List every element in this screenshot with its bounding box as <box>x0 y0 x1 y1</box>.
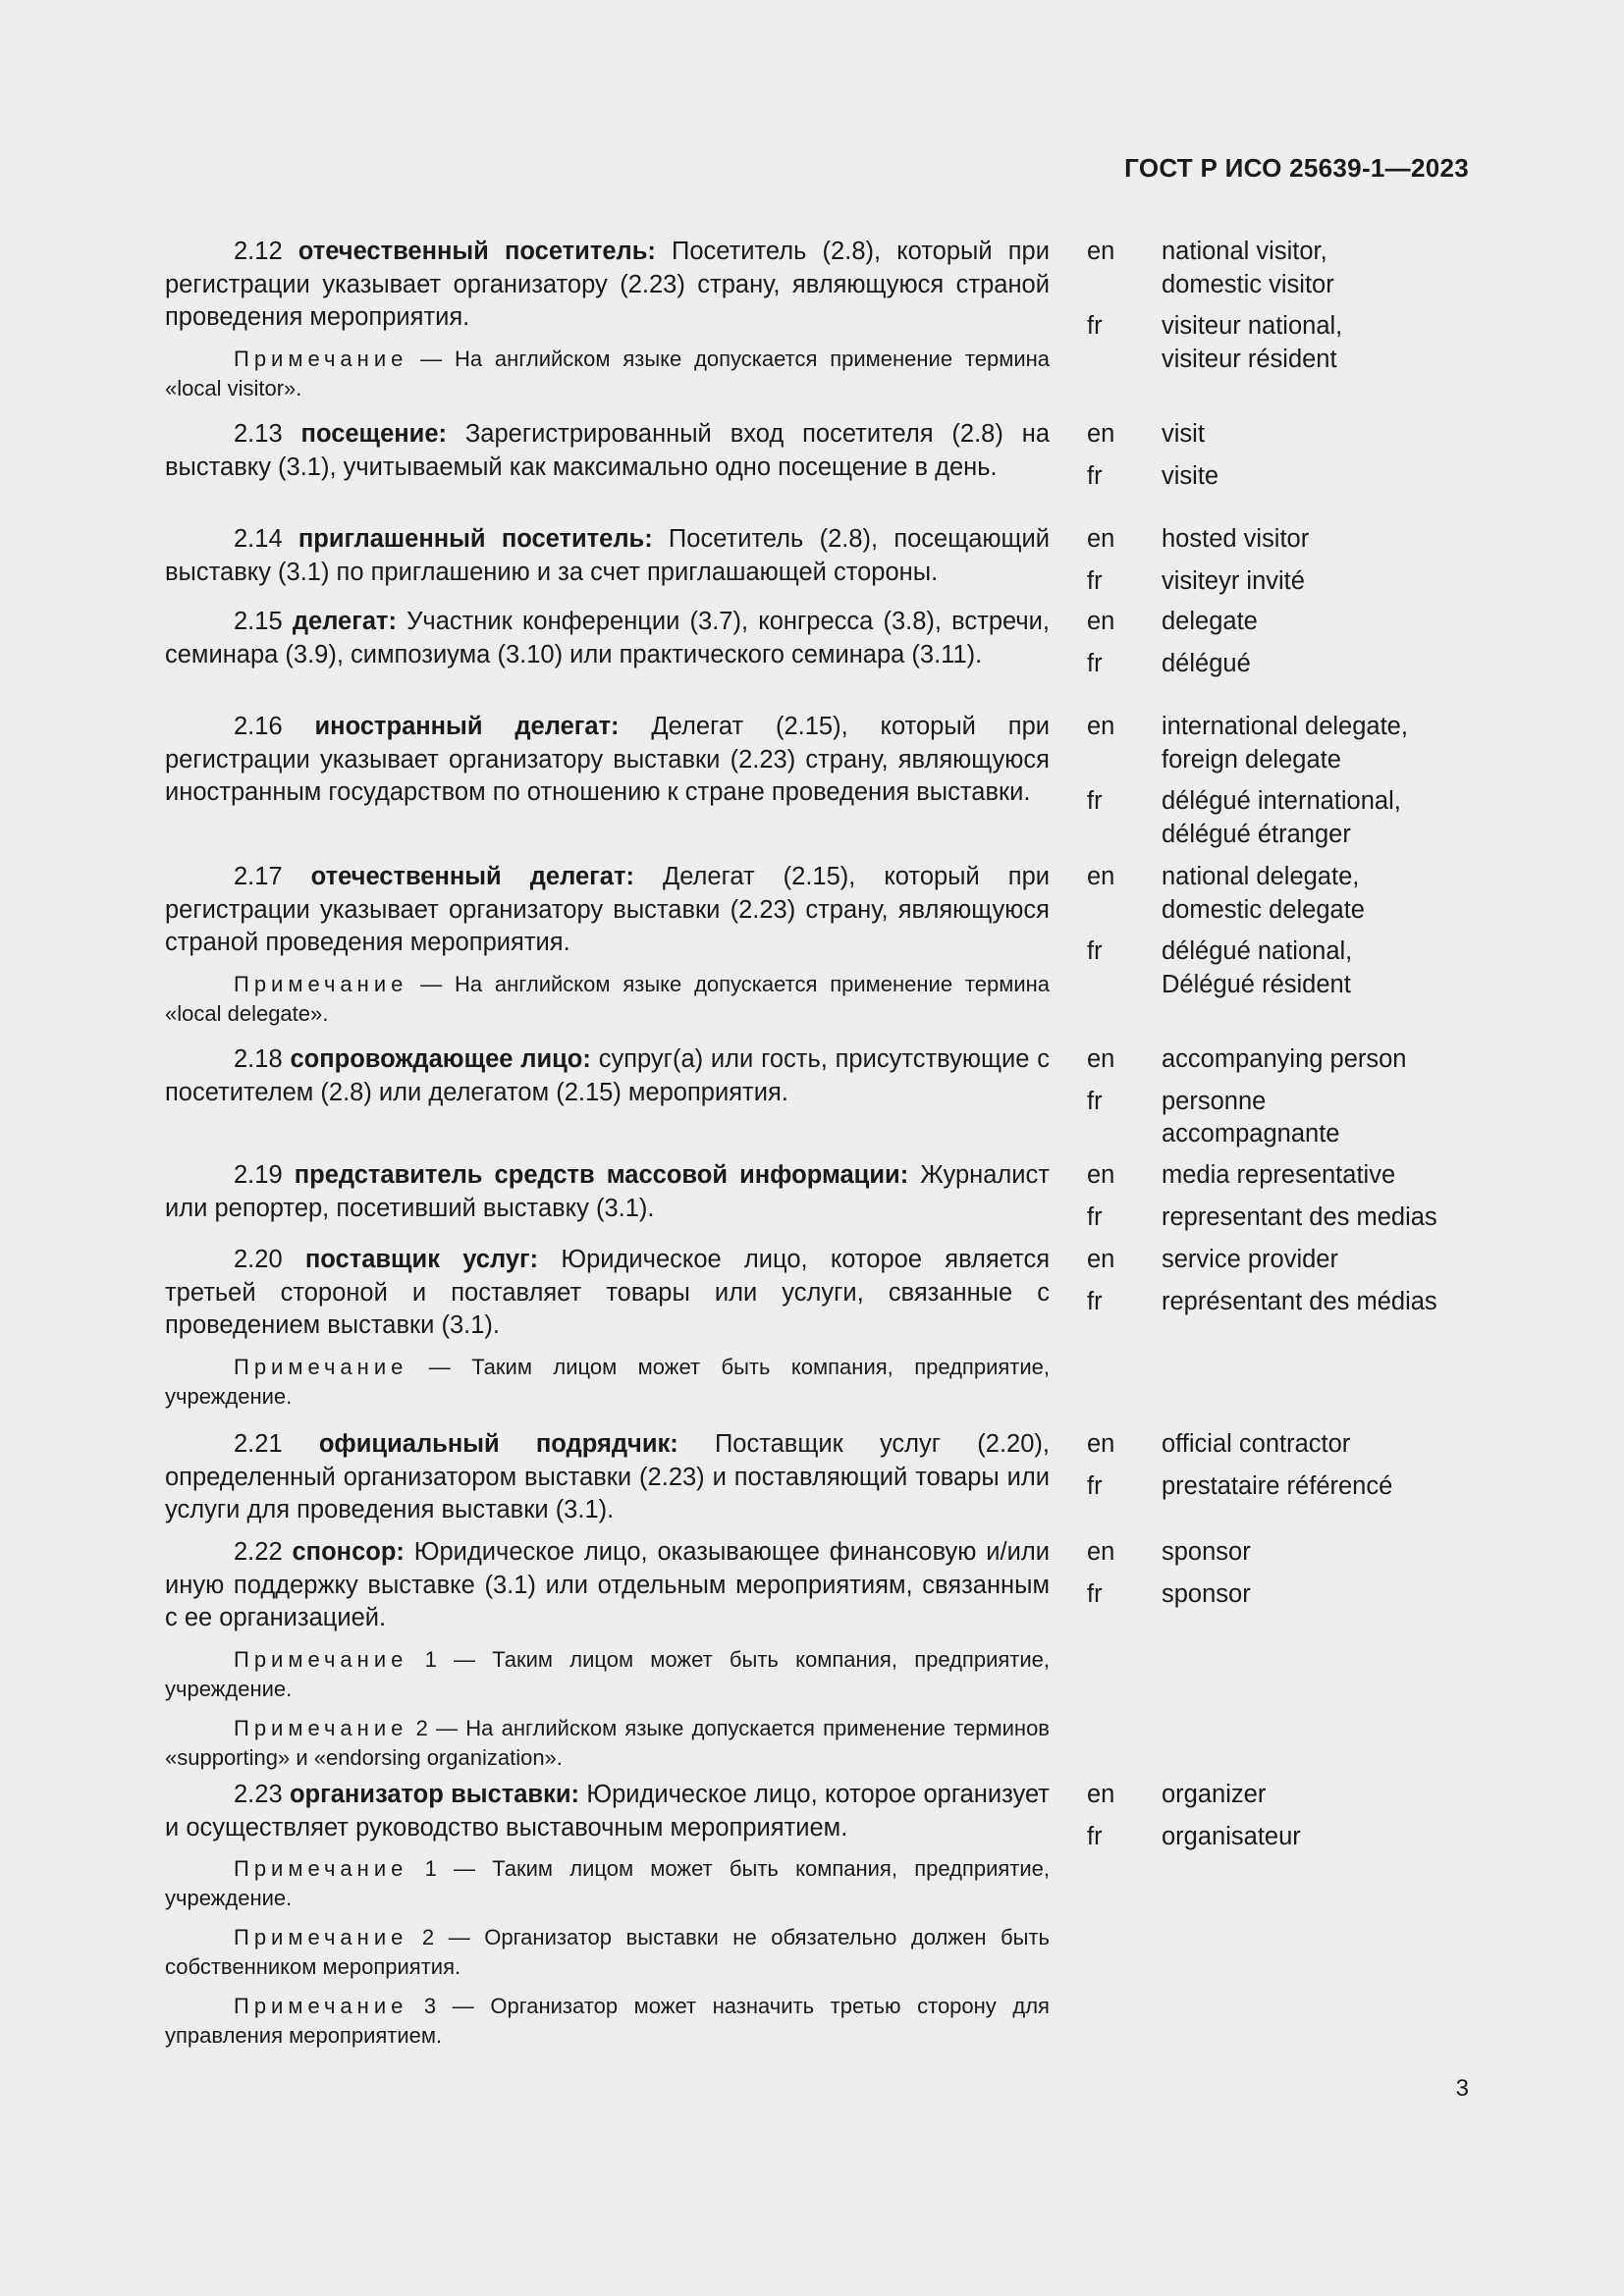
language-code: fr <box>1087 1202 1103 1231</box>
language-code: en <box>1087 1538 1115 1566</box>
translation-fr <box>1087 1286 1480 1319</box>
note-number: 3 <box>407 1994 437 2018</box>
entry-definition: Посетитель (2.8), который при регистрации указывает организатору (2.23) страну, являющуюся страной проведения мероприятия. <box>165 238 1050 331</box>
language-code: fr <box>1087 1822 1103 1850</box>
language-code: fr <box>1087 1287 1103 1315</box>
translation-term: media representative <box>1162 1161 1396 1189</box>
translation-term: representant des medias <box>1162 1202 1437 1231</box>
entry-number: 2.14 <box>234 525 283 553</box>
language-code: en <box>1087 1246 1115 1273</box>
entry-paragraph <box>165 1779 1050 1844</box>
translation-en <box>1087 1779 1480 1812</box>
translation-term: official contractor <box>1162 1430 1351 1458</box>
entry-term: отечественный делегат: <box>310 863 634 890</box>
entry-definition-block <box>165 1536 1050 1773</box>
entry-term: официальный подрядчик: <box>318 1430 678 1458</box>
entry-definition: Юридическое лицо, которое является третьей стороной и поставляет товары или услуги, связанные с проведением выставки (3.1). <box>165 1246 1050 1339</box>
note-label: Примечание <box>234 1354 408 1379</box>
translation-term: accompanying person <box>1162 1045 1407 1073</box>
entry-term: приглашенный посетитель: <box>298 525 653 553</box>
note-number: 2 <box>407 1925 435 1949</box>
entry-note <box>165 1645 1050 1704</box>
language-code: fr <box>1087 937 1103 965</box>
translation-en <box>1087 861 1480 927</box>
language-code: fr <box>1087 1087 1103 1115</box>
entry-note <box>165 970 1050 1029</box>
note-label: Примечание <box>234 1715 408 1740</box>
note-text: — Организатор может назначить третью сторону для управления мероприятием. <box>165 1994 1050 2048</box>
entry-number: 2.17 <box>234 863 283 890</box>
entry-paragraph <box>165 418 1050 484</box>
entry-definition-block <box>165 606 1050 671</box>
entry-note <box>165 1854 1050 1913</box>
note-text: — На английском языке допускается применение терминов «supporting» и «endorsing organization». <box>165 1715 1050 1770</box>
entry-definition-block <box>165 236 1050 403</box>
translation-term: sponsor <box>1162 1579 1251 1608</box>
entry-note <box>165 1353 1050 1412</box>
entry-number: 2.16 <box>234 713 283 740</box>
entry-definition-block <box>165 1244 1050 1412</box>
language-code: en <box>1087 1781 1115 1808</box>
translations-block <box>1087 523 1480 607</box>
translation-fr <box>1087 1470 1480 1504</box>
translation-term: national delegate, domestic delegate <box>1162 863 1365 924</box>
translation-term: visit <box>1162 420 1205 448</box>
language-code: en <box>1087 1430 1115 1458</box>
translation-term: délégué <box>1162 649 1251 677</box>
entry-term: посещение: <box>300 420 448 448</box>
note-text: — Организатор выставки не обязательно должен быть собственником мероприятия. <box>165 1925 1050 1979</box>
note-text: — На английском языке допускается применение термина «local delegate». <box>165 971 1050 1026</box>
entry-definition-block <box>165 711 1050 810</box>
entry-paragraph <box>165 711 1050 810</box>
translation-term: visiteyr invité <box>1162 566 1305 595</box>
language-code: en <box>1087 713 1115 740</box>
note-label: Примечание <box>234 346 408 371</box>
entry-number: 2.21 <box>234 1430 283 1458</box>
translation-term: sponsor <box>1162 1538 1251 1566</box>
language-code: fr <box>1087 787 1103 815</box>
entry-definition: Юридическое лицо, оказывающее финансовую и/или иную поддержку выставке (3.1) или отдельным мероприятиям, связанным с ее организацией. <box>165 1538 1050 1631</box>
translation-term: personne accompagnante <box>1162 1087 1340 1148</box>
note-label: Примечание <box>234 1646 408 1672</box>
note-number: 1 <box>407 1856 437 1881</box>
entry-number: 2.13 <box>234 420 283 448</box>
entry-number: 2.19 <box>234 1161 283 1189</box>
translation-en <box>1087 606 1480 639</box>
translations-block <box>1087 711 1480 860</box>
translation-term: visite <box>1162 461 1219 490</box>
entry-definition: Делегат (2.15), который при регистрации указывает организатору выставки (2.23) страну, являющуюся иностранным государством по отношению к стране проведения выставки. <box>165 713 1050 806</box>
entry-definition-block <box>165 523 1050 589</box>
entry-definition-block <box>165 861 1050 1029</box>
language-code: en <box>1087 863 1115 890</box>
entry-note <box>165 1714 1050 1773</box>
translation-term: représentant des médias <box>1162 1287 1437 1315</box>
entry-number: 2.20 <box>234 1246 283 1273</box>
entry-number: 2.15 <box>234 608 283 635</box>
translations-block <box>1087 606 1480 689</box>
translation-en <box>1087 236 1480 301</box>
language-code: fr <box>1087 1471 1103 1500</box>
translation-term: hosted visitor <box>1162 525 1310 553</box>
entry-term: представитель средств массовой информации: <box>294 1161 909 1189</box>
entry-number: 2.12 <box>234 238 283 265</box>
page-number: 3 <box>1455 2075 1469 2102</box>
language-code: en <box>1087 1045 1115 1073</box>
translation-fr <box>1087 1578 1480 1612</box>
note-number: 2 <box>407 1715 428 1740</box>
language-code: fr <box>1087 1579 1103 1608</box>
translation-en <box>1087 1244 1480 1277</box>
translation-term: organizer <box>1162 1781 1267 1808</box>
language-code: fr <box>1087 312 1103 340</box>
translations-block <box>1087 418 1480 502</box>
translation-fr <box>1087 565 1480 599</box>
entry-definition: Участник конференции (3.7), конгресса (3.8), встречи, семинара (3.9), симпозиума (3.10) или практического семинара (3.11). <box>165 608 1050 668</box>
entry-number: 2.18 <box>234 1045 283 1073</box>
entry-paragraph <box>165 1159 1050 1225</box>
entry-definition: Посетитель (2.8), посещающий выставку (3.1) по приглашению и за счет приглашающей стороны. <box>165 525 1050 586</box>
translation-en <box>1087 523 1480 557</box>
entry-term: спонсор: <box>292 1538 405 1566</box>
note-text: — На английском языке допускается применение термина «local visitor». <box>165 346 1050 400</box>
translation-term: délégué international, délégué étranger <box>1162 787 1401 848</box>
translations-block <box>1087 1428 1480 1512</box>
translation-fr <box>1087 648 1480 681</box>
entry-definition-block <box>165 1779 1050 2051</box>
language-code: fr <box>1087 461 1103 490</box>
translation-fr <box>1087 1086 1480 1151</box>
translation-en <box>1087 1043 1480 1077</box>
translation-term: delegate <box>1162 608 1258 635</box>
translation-fr <box>1087 935 1480 1001</box>
translation-en <box>1087 1428 1480 1462</box>
translation-fr <box>1087 460 1480 494</box>
entry-term: организатор выставки: <box>289 1781 580 1808</box>
entry-definition: Юридическое лицо, которое организует и осуществляет руководство выставочным мероприятием. <box>165 1781 1050 1842</box>
note-text: — Таким лицом может быть компания, предприятие, учреждение. <box>165 1354 1050 1409</box>
note-label: Примечание <box>234 1856 408 1881</box>
translations-block <box>1087 1779 1480 1862</box>
translation-fr <box>1087 1821 1480 1854</box>
entry-paragraph <box>165 861 1050 960</box>
translation-term: prestataire référencé <box>1162 1471 1393 1500</box>
translations-block <box>1087 1159 1480 1243</box>
entry-number: 2.22 <box>234 1538 283 1566</box>
translation-en <box>1087 1536 1480 1570</box>
translations-block <box>1087 861 1480 1010</box>
translations-block <box>1087 1244 1480 1327</box>
language-code: fr <box>1087 566 1103 595</box>
entry-paragraph <box>165 1244 1050 1343</box>
entry-definition-block <box>165 1159 1050 1225</box>
entry-definition-block <box>165 1428 1050 1527</box>
entry-term: делегат: <box>292 608 398 635</box>
translations-block <box>1087 236 1480 385</box>
note-label: Примечание <box>234 971 408 996</box>
translation-term: délégué national, Délégué résident <box>1162 937 1353 998</box>
entry-term: отечественный посетитель: <box>298 238 656 265</box>
entry-paragraph <box>165 523 1050 589</box>
entry-definition: Поставщик услуг (2.20), определенный организатором выставки (2.23) и поставляющий товары или услуги для проведения выставки (3.1). <box>165 1430 1050 1523</box>
translation-term: visiteur national, visiteur résident <box>1162 312 1343 373</box>
entry-definition: Делегат (2.15), который при регистрации указывает организатору выставки (2.23) страну, являющуюся страной проведения мероприятия. <box>165 863 1050 956</box>
entry-paragraph <box>165 1536 1050 1635</box>
translation-en <box>1087 418 1480 452</box>
language-code: en <box>1087 420 1115 448</box>
note-label: Примечание <box>234 1994 408 2018</box>
translation-en <box>1087 1159 1480 1193</box>
entry-note <box>165 1992 1050 2051</box>
entry-note <box>165 345 1050 403</box>
entry-paragraph <box>165 1043 1050 1109</box>
note-number: 1 <box>407 1646 437 1672</box>
language-code: en <box>1087 238 1115 265</box>
translation-fr <box>1087 785 1480 851</box>
translations-block <box>1087 1536 1480 1620</box>
entry-definition: Зарегистрированный вход посетителя (2.8) на выставку (3.1), учитываемый как максимально одно посещение в день. <box>165 420 1051 481</box>
entry-term: иностранный делегат: <box>314 713 620 740</box>
entry-number: 2.23 <box>234 1781 283 1808</box>
entry-paragraph <box>165 236 1050 335</box>
entry-definition-block <box>165 1043 1050 1109</box>
entry-term: сопровождающее лицо: <box>290 1045 591 1073</box>
translation-fr <box>1087 310 1480 376</box>
translation-fr <box>1087 1201 1480 1235</box>
note-text: — Таким лицом может быть компания, предприятие, учреждение. <box>165 1856 1050 1910</box>
entry-definition: Журналист или репортер, посетивший выставку (3.1). <box>165 1161 1050 1222</box>
translation-term: international delegate, foreign delegate <box>1162 713 1408 774</box>
translation-term: national visitor, domestic visitor <box>1162 238 1334 298</box>
entry-note <box>165 1923 1050 1982</box>
entry-term: поставщик услуг: <box>304 1246 539 1273</box>
translations-block <box>1087 1043 1480 1160</box>
language-code: en <box>1087 608 1115 635</box>
translation-term: service provider <box>1162 1246 1338 1273</box>
translation-term: organisateur <box>1162 1822 1301 1850</box>
entry-definition: супруг(а) или гость, присутствующие с посетителем (2.8) или делегатом (2.15) мероприятия. <box>165 1045 1051 1106</box>
entry-paragraph <box>165 1428 1050 1527</box>
note-text: — Таким лицом может быть компания, предприятие, учреждение. <box>165 1646 1050 1701</box>
language-code: en <box>1087 1161 1115 1189</box>
language-code: en <box>1087 525 1115 553</box>
entry-definition-block <box>165 418 1050 484</box>
language-code: fr <box>1087 649 1103 677</box>
document-header: ГОСТ Р ИСО 25639-1—2023 <box>1124 153 1469 183</box>
note-label: Примечание <box>234 1925 408 1949</box>
entry-paragraph <box>165 606 1050 671</box>
translation-en <box>1087 711 1480 776</box>
